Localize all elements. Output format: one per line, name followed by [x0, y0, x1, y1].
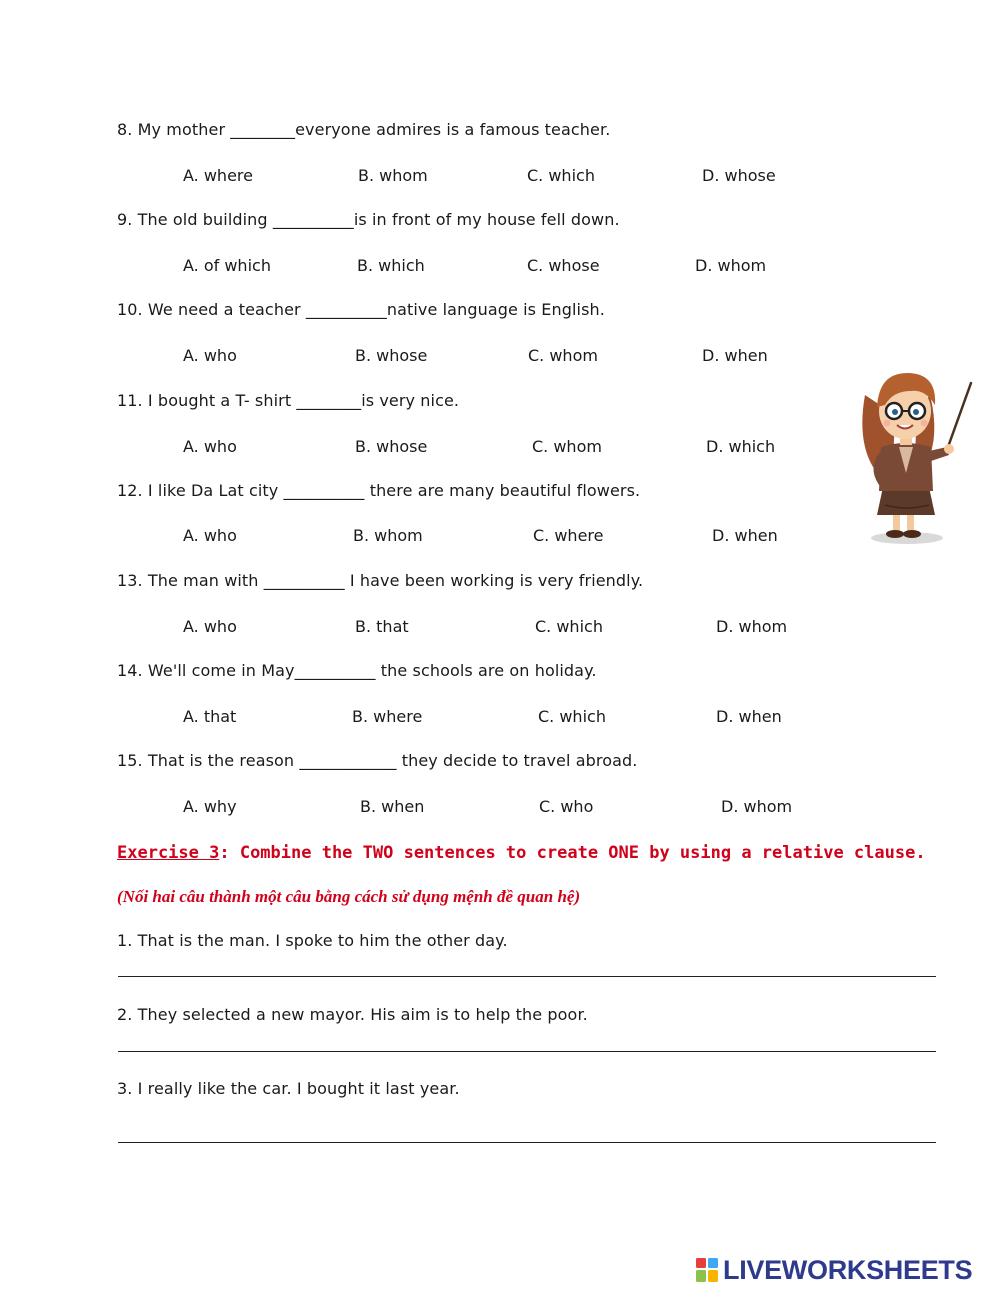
question-12-option-b: B. whom [353, 526, 423, 545]
exercise-3-item-2: 2. They selected a new mayor. His aim is to help the poor. [117, 1005, 588, 1024]
question-13-option-c: C. which [535, 617, 603, 636]
question-12-option-a: A. who [183, 526, 237, 545]
question-8-option-a: A. where [183, 166, 253, 185]
question-11-option-b: B. whose [355, 437, 428, 456]
question-15-option-d: D. whom [721, 797, 793, 816]
teacher-illustration [845, 355, 980, 550]
question-14-option-d: D. when [716, 707, 782, 726]
question-10-option-c: C. whom [528, 346, 598, 365]
answer-line-3[interactable] [118, 1142, 936, 1143]
exercise-3-subtitle: (Nối hai câu thành một câu bằng cách sử dụng mệnh đề quan hệ) [117, 887, 581, 906]
question-10-option-b: B. whose [355, 346, 428, 365]
question-13-option-b: B. that [355, 617, 409, 636]
question-15-option-b: B. when [360, 797, 425, 816]
question-14-option-c: C. which [538, 707, 606, 726]
question-15-option-a: A. why [183, 797, 237, 816]
liveworksheets-logo-icon [695, 1257, 719, 1283]
question-11-option-c: C. whom [532, 437, 602, 456]
answer-line-2[interactable] [118, 1051, 936, 1052]
question-10-option-a: A. who [183, 346, 237, 365]
question-8-option-d: D. whose [702, 166, 776, 185]
question-10: 10. We need a teacher __________native language is English. [117, 300, 605, 319]
question-9: 9. The old building __________is in front of my house fell down. [117, 210, 620, 229]
exercise-3-label: Exercise 3 [117, 843, 220, 863]
question-12-option-d: D. when [712, 526, 778, 545]
question-12: 12. I like Da Lat city __________ there are many beautiful flowers. [117, 481, 641, 500]
exercise-3-instruction: : Combine the TWO sentences to create ONE by using a relative clause. [219, 843, 926, 863]
exercise-3-item-1: 1. That is the man. I spoke to him the other day. [117, 931, 508, 950]
question-12-option-c: C. where [533, 526, 604, 545]
question-9-option-d: D. whom [695, 256, 767, 275]
liveworksheets-logo [695, 1254, 972, 1286]
question-14: 14. We'll come in May__________ the schools are on holiday. [117, 661, 597, 680]
question-10-option-d: D. when [702, 346, 768, 365]
answer-line-1[interactable] [118, 976, 936, 977]
question-8-option-b: B. whom [358, 166, 428, 185]
question-9-option-b: B. which [357, 256, 425, 275]
question-13-option-a: A. who [183, 617, 237, 636]
question-13-option-d: D. whom [716, 617, 788, 636]
question-11-option-a: A. who [183, 437, 237, 456]
question-14-option-a: A. that [183, 707, 237, 726]
question-15-option-c: C. who [539, 797, 594, 816]
question-9-option-a: A. of which [183, 256, 271, 275]
question-9-option-c: C. whose [527, 256, 600, 275]
exercise-3-item-3: 3. I really like the car. I bought it last year. [117, 1079, 460, 1098]
liveworksheets-logo-text: LIVEWORKSHEETS [723, 1254, 973, 1285]
question-8-option-c: C. which [527, 166, 595, 185]
question-15: 15. That is the reason ____________ they decide to travel abroad. [117, 751, 638, 770]
exercise-3-heading [117, 843, 926, 863]
question-14-option-b: B. where [352, 707, 423, 726]
question-11: 11. I bought a T- shirt ________is very nice. [117, 391, 460, 410]
question-13: 13. The man with __________ I have been working is very friendly. [117, 571, 644, 590]
question-8: 8. My mother ________everyone admires is a famous teacher. [117, 120, 611, 139]
question-11-option-d: D. which [706, 437, 776, 456]
